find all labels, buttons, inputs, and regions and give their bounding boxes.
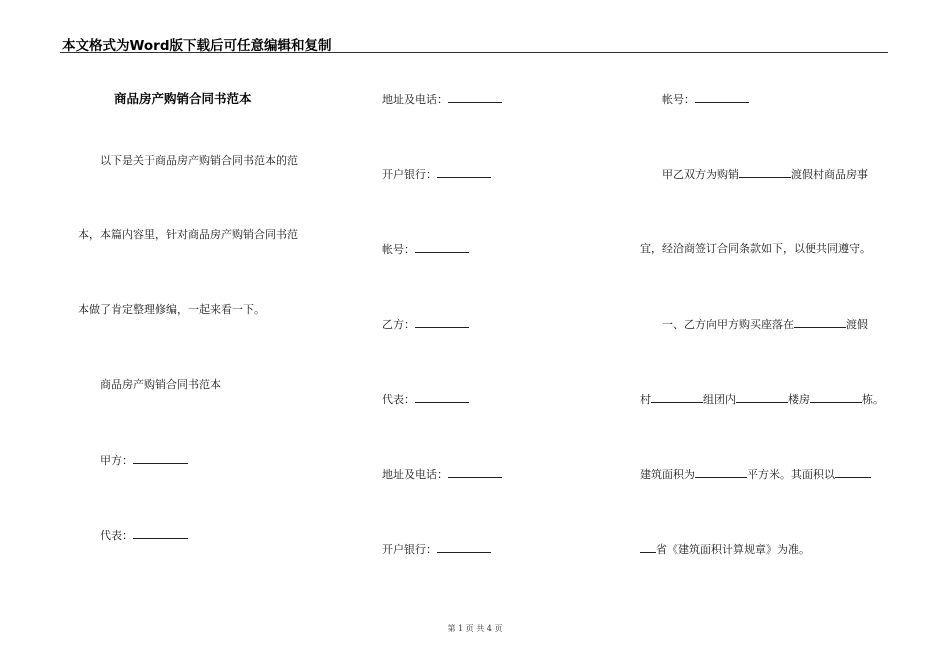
party-a-blank (133, 453, 188, 464)
page-footer: 第 1 页 共 4 页 (447, 624, 503, 633)
para2-text-g: 建筑面积为 (640, 468, 695, 481)
para2-line-4 (640, 542, 810, 557)
column-1 (78, 0, 338, 672)
para2-text-d: 组团内 (703, 393, 736, 406)
basis-blank (835, 467, 871, 478)
addr-a-blank (448, 92, 502, 103)
para1-text-b: 渡假村商品房事 (791, 168, 868, 181)
para2-text-a: 一、乙方向甲方购买座落在 (662, 318, 794, 331)
party-a-line (100, 453, 188, 468)
para2-line-2 (640, 392, 884, 407)
acct-b-line (662, 92, 749, 107)
party-b-label: 乙方： (382, 318, 415, 331)
para1-blank (739, 167, 791, 178)
para2-text-h: 平方米。其面积以 (747, 468, 835, 481)
para1-line-2: 宜，经洽商签订合同条款如下，以便共同遵守。 (640, 242, 871, 255)
rep-b-blank (415, 392, 469, 403)
bank-a-line (382, 167, 491, 182)
addr-b-line (382, 467, 502, 482)
para2-text-b: 渡假 (846, 318, 868, 331)
intro-line-2: 本，本篇内容里，针对商品房产购销合同书范 (78, 228, 298, 241)
para2-text-e: 楼房 (788, 393, 810, 406)
acct-a-blank (415, 242, 469, 253)
bank-b-line (382, 542, 491, 557)
para2-line-3 (640, 467, 871, 482)
area-blank (695, 467, 747, 478)
page-header: 本文格式为Word版下载后可任意编辑和复制 (62, 38, 332, 54)
para2-blank (794, 317, 846, 328)
party-b-blank (415, 317, 469, 328)
acct-a-line (382, 242, 469, 257)
acct-b-label: 帐号： (662, 93, 695, 106)
rep-a-line (100, 528, 188, 543)
bank-a-blank (437, 167, 491, 178)
addr-a-line (382, 92, 502, 107)
bank-b-blank (437, 542, 491, 553)
party-b-line (382, 317, 469, 332)
party-a-label: 甲方： (100, 454, 133, 467)
rep-a-label: 代表： (100, 529, 133, 542)
rep-b-label: 代表： (382, 393, 415, 406)
para2-text-f: 栋。 (862, 393, 884, 406)
addr-a-label: 地址及电话： (382, 93, 448, 106)
column-3 (640, 0, 900, 672)
rep-b-line (382, 392, 469, 407)
intro-line-1: 以下是关于商品房产购销合同书范本的范 (100, 154, 298, 167)
doc-title: 商品房产购销合同书范本 (114, 91, 252, 106)
province-blank (640, 542, 656, 553)
bank-b-label: 开户银行： (382, 543, 437, 556)
column-2 (382, 0, 642, 672)
acct-b-blank (695, 92, 749, 103)
intro-line-3: 本做了肯定整理修编，一起来看一下。 (78, 303, 265, 316)
building-blank (810, 392, 862, 403)
para2-text-c: 村 (640, 393, 651, 406)
para1-line-1 (662, 167, 868, 182)
para2-text-i: 省《建筑面积计算规章》为准。 (656, 543, 810, 556)
subtitle: 商品房产购销合同书范本 (100, 378, 221, 391)
para2-line-1 (662, 317, 868, 332)
para1-text-a: 甲乙双方为购销 (662, 168, 739, 181)
village-blank (651, 392, 703, 403)
acct-a-label: 帐号： (382, 243, 415, 256)
rep-a-blank (133, 528, 188, 539)
group-blank (736, 392, 788, 403)
addr-b-label: 地址及电话： (382, 468, 448, 481)
bank-a-label: 开户银行： (382, 168, 437, 181)
addr-b-blank (448, 467, 502, 478)
